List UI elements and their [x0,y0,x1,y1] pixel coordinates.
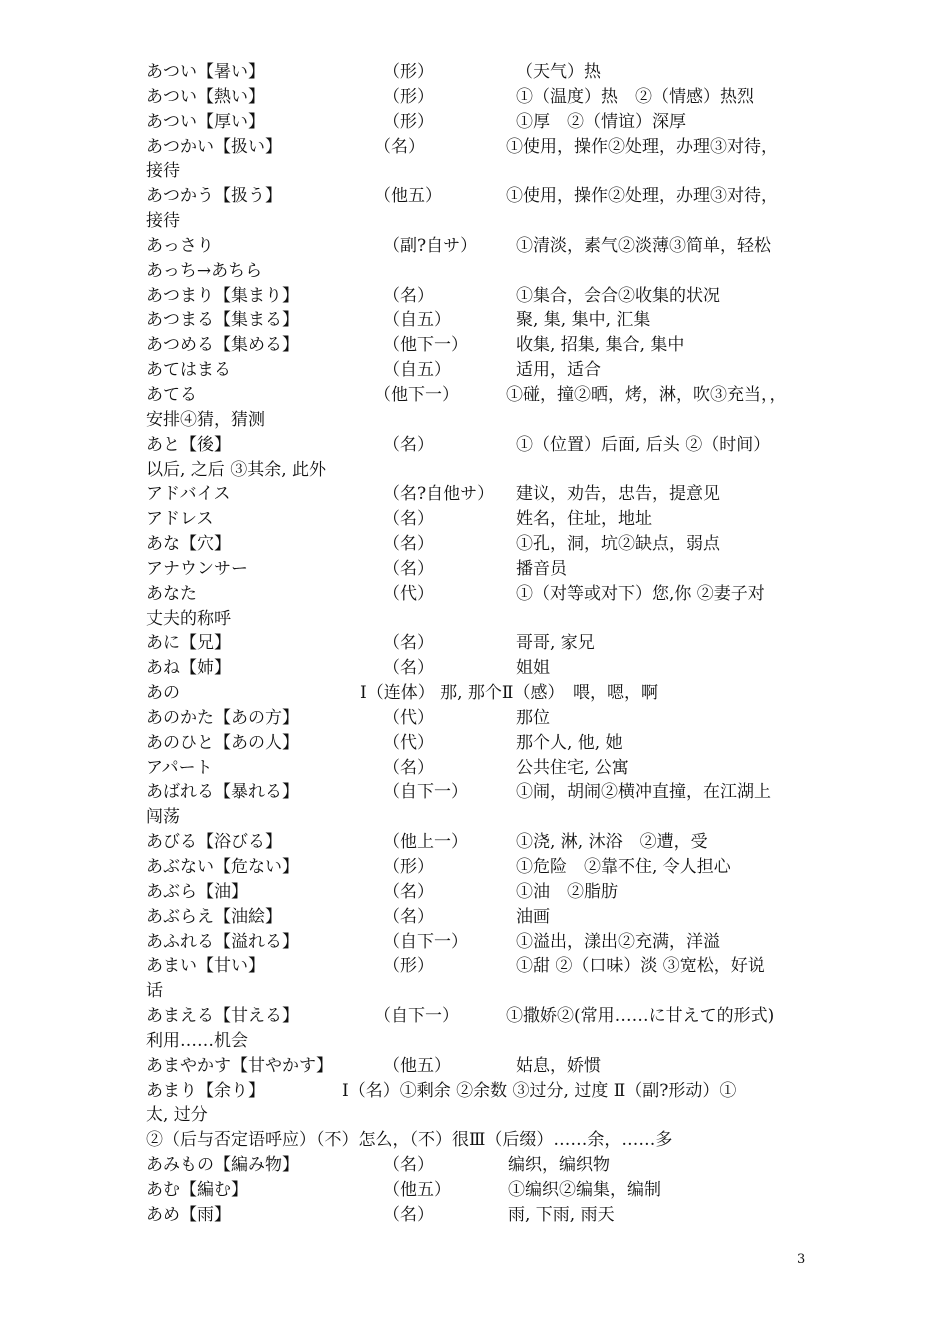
vocab-entry [146,656,816,681]
headword: あつい【暑い】 [146,62,265,82]
part-of-speech: （形） [383,111,434,132]
page-number: 3 [797,1252,806,1267]
headword: アナウンサー [146,558,248,579]
vocab-entry [146,308,816,333]
headword: あつめる【集める】 [146,335,299,356]
headword: アドレス [146,509,214,530]
continuation-text: ②（后与否定语呼应）（不）怎么，（不）很Ⅲ（后缀）……余，……多 [146,1130,673,1151]
part-of-speech: （名） [383,658,434,679]
vocab-entry [146,60,816,85]
continuation-line [146,408,816,433]
headword: あつまる【集まる】 [146,310,299,331]
meaning: ①厚 ②（情谊）深厚 [516,111,686,132]
headword: あふれる【溢れる】 [146,931,299,952]
part-of-speech: （名） [383,906,434,927]
vocab-entry [146,954,816,979]
meaning: （天气）热 [516,62,601,82]
definition: Ⅰ（名）①剩余 ②余数 ③过分, 过度 Ⅱ（副?形动）① [342,1080,737,1101]
vocab-entry [146,1203,816,1228]
part-of-speech: （代） [383,583,434,604]
part-of-speech: （他上一） [383,832,468,853]
part-of-speech: （名） [383,1204,434,1225]
vocab-entry [146,433,816,458]
part-of-speech: （名） [383,434,434,455]
vocab-entry [146,830,816,855]
part-of-speech: （代） [383,732,434,753]
headword: あまり【余り】 [146,1080,265,1101]
part-of-speech: （名） [383,558,434,579]
vocab-entry [146,880,816,905]
headword: あつかう【扱う】 [146,186,282,207]
continuation-text: 闯荡 [146,807,180,828]
vocab-entry [146,1079,816,1104]
vocab-entry [146,756,816,781]
headword: あばれる【暴れる】 [146,782,299,803]
meaning: 那位 [516,707,550,728]
vocab-entry [146,582,816,607]
continuation-line [146,607,816,632]
part-of-speech: （名） [383,1155,434,1176]
vocab-entry [146,110,816,135]
meaning: 适用，适合 [516,360,601,381]
part-of-speech: （名） [383,633,434,654]
headword: アドバイス [146,484,231,505]
part-of-speech: （自下一） [374,1006,459,1027]
meaning: ①（温度）热 ②（情感）热烈 [516,86,754,107]
part-of-speech: （他五） [374,186,442,207]
headword: あに【兄】 [146,633,231,654]
continuation-line [146,805,816,830]
part-of-speech: （形） [383,857,434,877]
part-of-speech: （形） [383,62,434,82]
part-of-speech: （他下一） [374,384,459,405]
part-of-speech: （自下一） [383,931,468,952]
headword: あまい【甘い】 [146,956,265,977]
meaning: 公共住宅, 公寓 [516,757,629,778]
continuation-text: 话 [146,981,163,1002]
meaning: ①闹，胡闹②横冲直撞，在江湖上 [516,782,771,803]
continuation-line [146,1103,816,1128]
continuation-text: 利用……机会 [146,1030,248,1051]
continuation-line [146,259,816,284]
vocab-entry [146,284,816,309]
meaning: ①撒娇②(常用……に甘えて的形式) [506,1006,775,1027]
part-of-speech: （自五） [383,310,451,331]
part-of-speech: （他五） [383,1179,451,1200]
headword: あのひと【あの人】 [146,732,299,753]
meaning: 姑息，娇惯 [516,1055,601,1076]
headword: あの [146,683,180,704]
continuation-line [146,979,816,1004]
headword: あぶらえ【油絵】 [146,906,282,927]
part-of-speech: （副?自サ） [383,235,478,256]
headword: あてはまる [146,360,231,381]
continuation-text: 接待 [146,211,180,232]
vocab-entry [146,681,816,706]
part-of-speech: （名?自他サ） [383,484,495,505]
vocab-entry [146,706,816,731]
meaning: ①孔，洞，坑②缺点，弱点 [516,534,720,555]
headword: あと【後】 [146,434,231,455]
headword: あめ【雨】 [146,1204,231,1225]
headword: アパート [146,757,213,778]
meaning: 建议，劝告，忠告，提意见 [516,484,720,505]
headword: あてる [146,384,197,405]
meaning: ①浇, 淋, 沐浴 ②遭，受 [516,832,708,853]
continuation-text: 太, 过分 [146,1105,208,1126]
meaning: ①（对等或对下）您,你 ②妻子对 [516,583,765,604]
vocab-entry [146,855,816,880]
vocab-entry [146,482,816,507]
part-of-speech: （名） [383,534,434,555]
vocab-entry [146,1004,816,1029]
headword: あみもの【編み物】 [146,1155,299,1176]
part-of-speech: （名） [383,285,434,306]
meaning: 那个人, 他, 她 [516,732,623,753]
vocab-entry [146,731,816,756]
continuation-text: 以后, 之后 ③其余, 此外 [146,459,327,480]
headword: あまえる【甘える】 [146,1006,299,1027]
vocab-entry [146,557,816,582]
continuation-line [146,1128,816,1153]
vocab-entry [146,358,816,383]
continuation-line [146,159,816,184]
headword: あぶら【油】 [146,881,248,902]
meaning: ①集合，会合②收集的状况 [516,285,720,306]
meaning: 姐姐 [516,658,550,679]
meaning: ①使用，操作②处理，办理③对待， [506,186,778,207]
meaning: 播音员 [516,558,567,579]
meaning: ①碰，撞②晒，烤，淋，吹③充当，， [506,384,787,405]
vocab-entry [146,507,816,532]
vocab-entry [146,631,816,656]
vocab-entry [146,1153,816,1178]
meaning: ①危险 ②靠不住, 令人担心 [516,857,731,877]
part-of-speech: （自五） [383,360,451,381]
vocab-entry [146,85,816,110]
meaning: ①甜 ②（口味）淡 ③宽松，好说 [516,956,765,977]
meaning: 油画 [516,906,550,927]
headword: あまやかす【甘やかす】 [146,1055,333,1076]
vocab-entry [146,234,816,259]
part-of-speech: （形） [383,86,434,107]
part-of-speech: （名） [383,881,434,902]
headword: あつまり【集まり】 [146,285,299,306]
headword: あのかた【あの方】 [146,707,299,728]
meaning: 收集, 招集, 集合, 集中 [516,335,685,356]
continuation-line [146,1029,816,1054]
part-of-speech: （他五） [383,1055,451,1076]
meaning: ①使用，操作②处理，办理③对待， [506,136,778,157]
vocabulary-list [146,60,816,1228]
headword: あつい【熱い】 [146,86,265,107]
continuation-line [146,209,816,234]
headword: あつかい【扱い】 [146,136,282,157]
vocab-entry [146,780,816,805]
part-of-speech: （形） [383,956,434,977]
continuation-line [146,458,816,483]
part-of-speech: （他下一） [383,335,468,356]
headword: あびる【浴びる】 [146,832,282,853]
part-of-speech: （名） [383,509,434,530]
continuation-text: あっち→あちら [146,260,263,281]
meaning: ①油 ②脂肪 [516,881,618,902]
part-of-speech: （名） [383,757,434,778]
vocab-entry [146,1054,816,1079]
headword: あっさり [146,235,214,256]
vocab-entry [146,930,816,955]
meaning: 姓名，住址，地址 [516,509,652,530]
meaning: 聚, 集, 集中, 汇集 [516,310,651,331]
meaning: ①（位置）后面, 后头 ②（时间） [516,434,771,455]
headword: あむ【編む】 [146,1179,248,1200]
vocab-entry [146,383,816,408]
meaning: ①编织②编集，编制 [508,1179,661,1200]
vocab-entry [146,905,816,930]
meaning: 哥哥, 家兄 [516,633,595,654]
continuation-text: 安排④猜，猜测 [146,409,265,430]
meaning: 编织，编织物 [508,1155,610,1176]
vocab-entry [146,333,816,358]
headword: あね【姉】 [146,658,231,679]
meaning: 雨, 下雨, 雨天 [508,1204,615,1225]
headword: あな【穴】 [146,534,231,555]
continuation-text: 丈夫的称呼 [146,608,231,629]
headword: あなた [146,583,197,604]
part-of-speech: （代） [383,707,434,728]
vocab-entry [146,184,816,209]
headword: あぶない【危ない】 [146,857,299,877]
meaning: ①清淡，素气②淡薄③简单，轻松 [516,235,771,256]
headword: あつい【厚い】 [146,111,265,132]
continuation-text: 接待 [146,161,180,182]
vocab-entry [146,1178,816,1203]
vocab-entry [146,532,816,557]
definition: Ⅰ（连体） 那, 那个Ⅱ（感） 喂，嗯，啊 [360,683,658,704]
meaning: ①溢出，漾出②充满，洋溢 [516,931,720,952]
part-of-speech: （名） [374,136,425,157]
vocab-entry [146,135,816,160]
part-of-speech: （自下一） [383,782,468,803]
